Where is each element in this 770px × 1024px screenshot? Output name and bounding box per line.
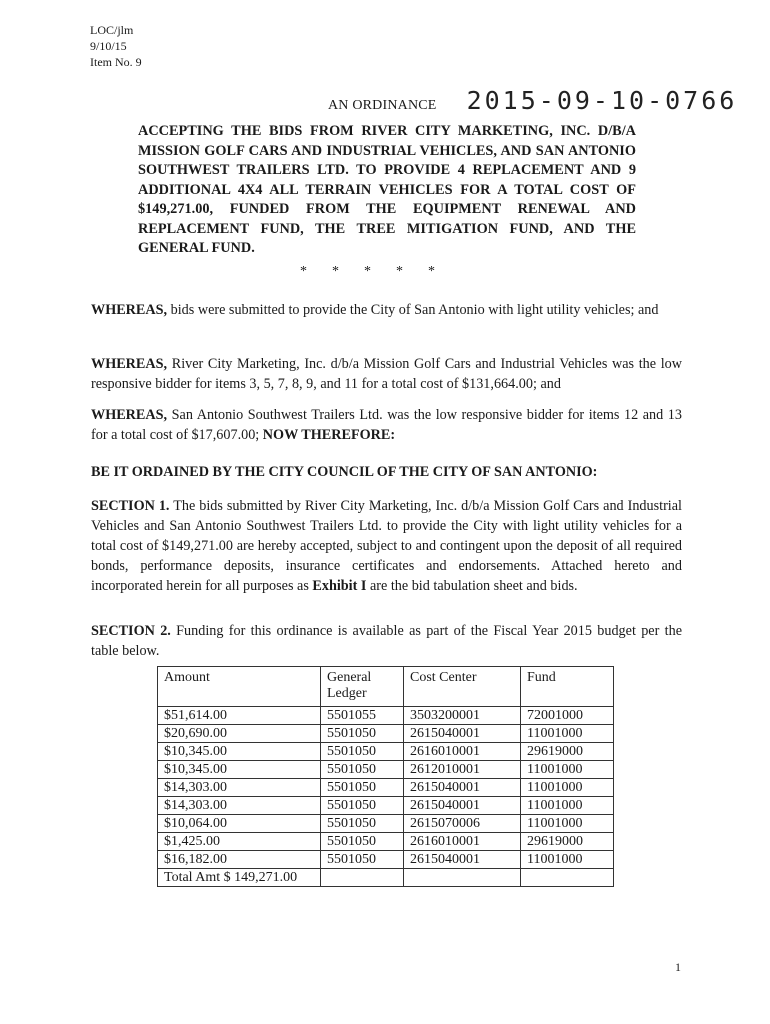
table-row <box>158 779 614 797</box>
whereas-lead: WHEREAS, <box>91 407 168 423</box>
table-row <box>158 797 614 815</box>
whereas-lead: WHEREAS, <box>91 302 168 318</box>
cell-general-ledger: 5501050 <box>321 725 404 743</box>
cell-fund: 11001000 <box>521 815 614 833</box>
table-header-row <box>158 667 614 707</box>
cell-cost-center: 2616010001 <box>404 743 521 761</box>
cell-empty <box>321 869 404 887</box>
cell-fund: 29619000 <box>521 833 614 851</box>
cell-total-amount: Total Amt $ 149,271.00 <box>158 869 321 887</box>
cell-cost-center: 2616010001 <box>404 833 521 851</box>
page-number: 1 <box>675 960 681 974</box>
ordinance-title-line <box>328 86 737 115</box>
separator-stars <box>300 264 460 280</box>
ordained-text: BE IT ORDAINED BY THE CITY COUNCIL OF THE CITY OF SAN ANTONIO: <box>91 464 598 480</box>
cell-fund: 29619000 <box>521 743 614 761</box>
cell-fund: 11001000 <box>521 797 614 815</box>
cell-fund: 11001000 <box>521 725 614 743</box>
cell-amount: $16,182.00 <box>158 851 321 869</box>
cell-general-ledger: 5501050 <box>321 851 404 869</box>
table-row <box>158 851 614 869</box>
table-row <box>158 743 614 761</box>
ordinance-number-stamp: 2015-09-10-0766 <box>466 86 738 115</box>
whereas-text: River City Marketing, Inc. d/b/a Mission Golf Cars and Industrial Vehicles was the low responsive bidder for items 3, 5, 7, 8, 9, and 11 for a total cost of $131,664.00; and <box>91 356 682 392</box>
cell-cost-center: 3503200001 <box>404 707 521 725</box>
cell-general-ledger: 5501050 <box>321 815 404 833</box>
table-row <box>158 815 614 833</box>
cell-amount: $20,690.00 <box>158 725 321 743</box>
separator-star: * <box>428 264 435 279</box>
cell-amount: $10,345.00 <box>158 761 321 779</box>
cell-general-ledger: 5501050 <box>321 779 404 797</box>
header-fund: Fund <box>521 667 614 707</box>
table-total-row <box>158 869 614 887</box>
cell-amount: $10,345.00 <box>158 743 321 761</box>
cell-empty <box>404 869 521 887</box>
whereas-paragraph-3 <box>91 405 682 445</box>
cell-general-ledger: 5501055 <box>321 707 404 725</box>
cell-general-ledger: 5501050 <box>321 743 404 761</box>
whereas-paragraph-1 <box>91 300 682 320</box>
table-row <box>158 833 614 851</box>
section-2-paragraph <box>91 621 682 661</box>
table-row <box>158 707 614 725</box>
cell-cost-center: 2615040001 <box>404 797 521 815</box>
cell-fund: 11001000 <box>521 851 614 869</box>
exhibit-reference: Exhibit I <box>312 578 367 594</box>
cell-amount: $51,614.00 <box>158 707 321 725</box>
ordinance-label: AN ORDINANCE <box>328 98 437 113</box>
cell-amount: $1,425.00 <box>158 833 321 851</box>
separator-star: * <box>396 264 403 279</box>
author-initials: LOC/jlm <box>90 23 134 37</box>
section-1-tail: are the bid tabulation sheet and bids. <box>366 578 578 594</box>
cell-amount: $14,303.00 <box>158 779 321 797</box>
cell-cost-center: 2612010001 <box>404 761 521 779</box>
document-date: 9/10/15 <box>90 39 127 53</box>
cell-amount: $10,064.00 <box>158 815 321 833</box>
cell-cost-center: 2615040001 <box>404 851 521 869</box>
section-1-paragraph <box>91 496 682 596</box>
cell-fund: 11001000 <box>521 761 614 779</box>
header-general-ledger: General Ledger <box>321 667 404 707</box>
cell-general-ledger: 5501050 <box>321 833 404 851</box>
cell-fund: 11001000 <box>521 779 614 797</box>
cell-cost-center: 2615040001 <box>404 779 521 797</box>
separator-star: * <box>332 264 339 279</box>
whereas-lead: WHEREAS, <box>91 356 168 372</box>
separator-star: * <box>364 264 371 279</box>
whereas-text: bids were submitted to provide the City of San Antonio with light utility vehicles; and <box>167 302 659 318</box>
cell-amount: $14,303.00 <box>158 797 321 815</box>
ordained-heading <box>91 462 682 482</box>
cell-empty <box>521 869 614 887</box>
cell-cost-center: 2615040001 <box>404 725 521 743</box>
header-cost-center: Cost Center <box>404 667 521 707</box>
whereas-text: San Antonio Southwest Trailers Ltd. was the low responsive bidder for items 12 and 13 for a total cost of $17,607.00; <box>91 407 682 443</box>
cell-cost-center: 2615070006 <box>404 815 521 833</box>
cell-general-ledger: 5501050 <box>321 797 404 815</box>
header-amount: Amount <box>158 667 321 707</box>
item-number: Item No. 9 <box>90 55 142 69</box>
section-2-lead: SECTION 2. <box>91 623 171 639</box>
section-1-text: The bids submitted by River City Marketing, Inc. d/b/a Mission Golf Cars and Industrial Vehicles and San Antonio Southwest Trailers Ltd. to provide the City with light utility vehicles for a total cost of $149,271.00 are hereby accepted, subject to and contingent upon the deposit of all required bonds, performance deposits, insurance certificates and endorsements. Attached hereto and incorporated herein for all purposes as <box>91 498 682 594</box>
ordinance-caption: ACCEPTING THE BIDS FROM RIVER CITY MARKETING, INC. D/B/A MISSION GOLF CARS AND INDUSTRIAL VEHICLES, AND SAN ANTONIO SOUTHWEST TRAILERS LTD. TO PROVIDE 4 REPLACEMENT AND 9 ADDITIONAL 4X4 ALL TERRAIN VEHICLES FOR A TOTAL COST OF $149,271.00, FUNDED FROM THE EQUIPMENT RENEWAL AND REPLACEMENT FUND, THE TREE MITIGATION FUND, AND THE GENERAL FUND. <box>138 123 636 256</box>
document-header <box>90 22 142 70</box>
whereas-paragraph-2 <box>91 354 682 394</box>
now-therefore: NOW THEREFORE: <box>262 427 396 443</box>
cell-fund: 72001000 <box>521 707 614 725</box>
funding-table <box>157 666 614 887</box>
separator-star: * <box>300 264 307 279</box>
cell-general-ledger: 5501050 <box>321 761 404 779</box>
table-row <box>158 761 614 779</box>
section-2-text: Funding for this ordinance is available as part of the Fiscal Year 2015 budget per the table below. <box>91 623 682 659</box>
table-row <box>158 725 614 743</box>
section-1-lead: SECTION 1. <box>91 498 170 514</box>
